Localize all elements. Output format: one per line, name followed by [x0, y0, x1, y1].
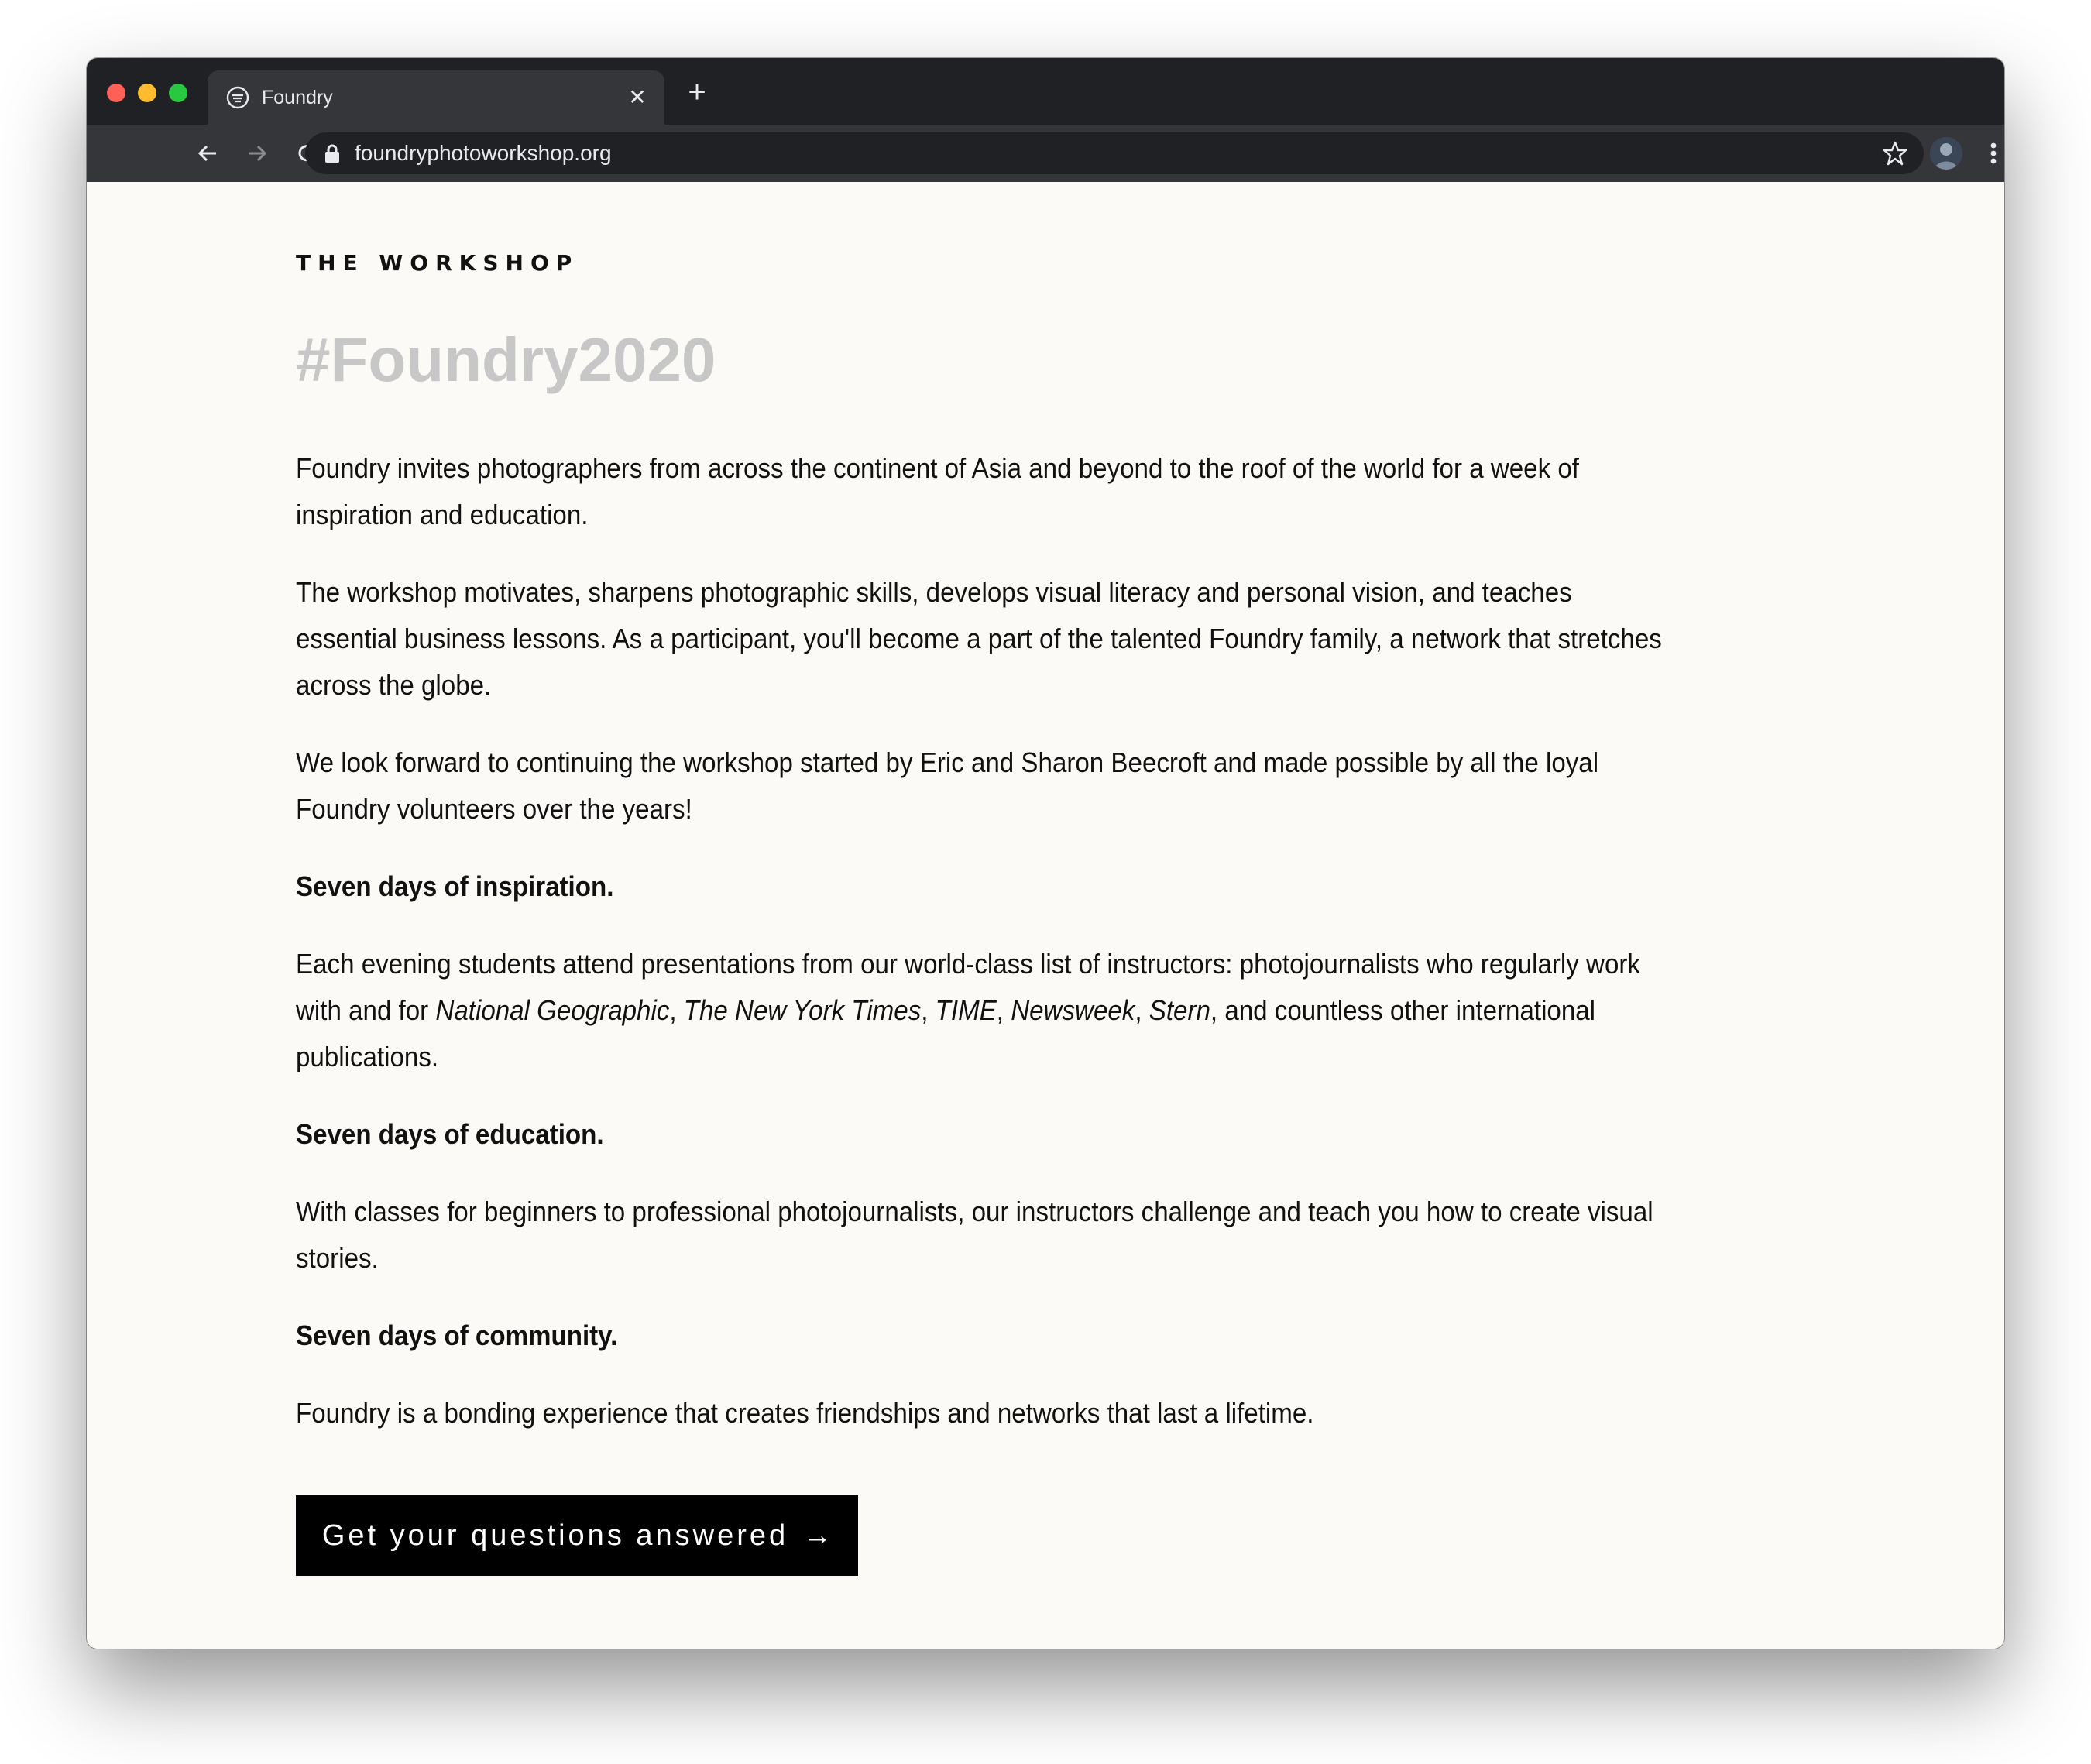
new-tab-icon[interactable]: + — [688, 75, 706, 109]
arrow-right-icon: → — [802, 1519, 833, 1552]
intro-paragraph: Foundry invites photographers from across the continent of Asia and beyond to the roof of the world for a week of inspiration and education. — [296, 452, 1579, 530]
education-heading: Seven days of education. — [296, 1118, 604, 1150]
section-eyebrow: THE WORKSHOP — [296, 250, 579, 276]
lock-icon — [324, 144, 341, 163]
publication-name: Stern — [1149, 994, 1210, 1026]
address-bar[interactable] — [305, 132, 1924, 174]
menu-dots-icon[interactable] — [1976, 136, 2004, 170]
separator: , — [1135, 994, 1149, 1026]
publication-name: TIME — [935, 994, 997, 1026]
back-arrow-icon[interactable] — [191, 136, 225, 170]
separator: , — [921, 994, 936, 1026]
page-content — [87, 182, 2004, 1649]
foundry-favicon-icon — [226, 86, 249, 109]
workshop-paragraph: The workshop motivates, sharpens photographic skills, develops visual literacy and personal vision, and teaches essential business lessons. As a participant, you'll become a part of the talented Foundry family, a network that stretches across the globe. — [296, 576, 1662, 701]
page-title: #Foundry2020 — [296, 325, 716, 394]
inspiration-paragraph — [296, 941, 1674, 1080]
url-text: foundryphotoworkshop.org — [355, 141, 612, 165]
tab-title: Foundry — [262, 87, 333, 108]
person-icon — [1930, 137, 1962, 170]
inspiration-text-end: , and countless other international publications. — [296, 994, 1596, 1072]
profile-avatar[interactable] — [1930, 137, 1962, 170]
community-heading: Seven days of community. — [296, 1320, 618, 1351]
publication-name: National Geographic — [435, 994, 670, 1026]
cta-label: Get your questions answered — [321, 1519, 789, 1552]
close-icon[interactable]: ✕ — [628, 85, 647, 109]
minimize-window-button[interactable] — [138, 84, 156, 102]
tab-strip — [87, 58, 2004, 125]
forward-arrow-icon[interactable] — [240, 136, 274, 170]
publication-name: The New York Times — [683, 994, 922, 1026]
zoom-window-button[interactable] — [169, 84, 187, 102]
education-paragraph: With classes for beginners to professional photojournalists, our instructors challenge and teach you how to create visual stories. — [296, 1196, 1653, 1274]
browser-toolbar — [87, 125, 2004, 182]
questions-cta-button[interactable] — [296, 1495, 858, 1576]
separator: , — [996, 994, 1011, 1026]
body-text — [296, 445, 1682, 1467]
thanks-paragraph: We look forward to continuing the workshop started by Eric and Sharon Beecroft and made possible by all the loyal Foundry volunteers over the years! — [296, 746, 1599, 825]
publication-name: Newsweek — [1011, 994, 1135, 1026]
inspiration-heading: Seven days of inspiration. — [296, 870, 614, 902]
inspiration-text-start: Each evening students attend presentations from our world-class list of instructors: photojournalists who regularly work with and for — [296, 948, 1640, 1026]
browser-window — [87, 58, 2004, 1649]
community-paragraph: Foundry is a bonding experience that creates friendships and networks that last a lifetime. — [296, 1397, 1314, 1429]
tab-foundry[interactable] — [208, 70, 664, 125]
close-window-button[interactable] — [107, 84, 125, 102]
separator: , — [669, 994, 684, 1026]
bookmark-star-icon[interactable] — [1882, 140, 1908, 166]
